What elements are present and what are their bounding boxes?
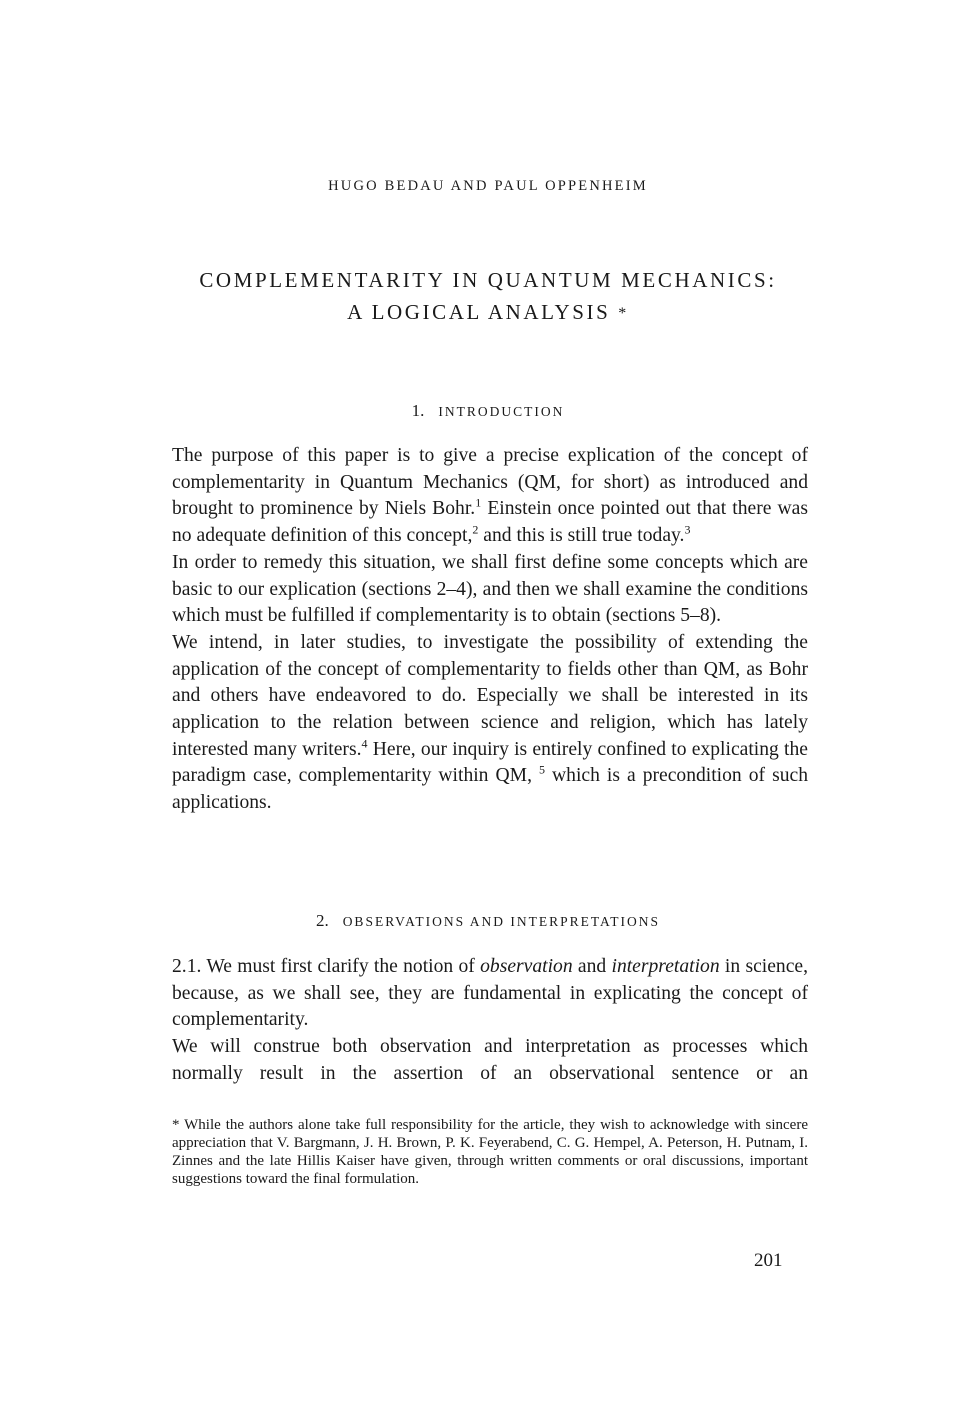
footnote-ref: 2 [472, 522, 479, 537]
section-number: 2. [315, 911, 329, 930]
title-footnote-marker: * [618, 305, 629, 322]
text-run: Here, our inquiry is entirely confined to explicating the paradigm case, complementarity within QM, [172, 738, 808, 787]
title-line-2 [0, 296, 976, 330]
paragraph [172, 630, 808, 817]
section-2-body [172, 954, 808, 1088]
footnote-marker: * [172, 1117, 180, 1133]
paragraph: In order to remedy this situation, we shall first define some concepts which are basic to our explication (sections 2–4), and then we shall examine the conditions which must be fulfilled if complementarity is to obtain (sections 5–8). [172, 551, 808, 627]
paragraph [172, 443, 808, 550]
footnote-ref: 4 [361, 736, 368, 751]
text-run: Einstein once pointed out that there was no adequate definition of this concept, [172, 498, 809, 547]
section-heading-introduction [0, 401, 976, 421]
text-run: and this is still true today. [478, 525, 685, 547]
page-number: 201 [754, 1250, 783, 1271]
paragraph [172, 954, 808, 1034]
emphasis: observation [480, 956, 573, 977]
footnote-ref: 3 [684, 522, 691, 537]
text-run: and [572, 956, 612, 977]
author-line: HUGO BEDAU AND PAUL OPPENHEIM [328, 178, 648, 194]
text-run: which is a precondition of such applications. [172, 765, 808, 814]
title-line-1: COMPLEMENTARITY IN QUANTUM MECHANICS: [199, 268, 777, 292]
section-title: INTRODUCTION [438, 404, 565, 419]
emphasis: interpretation [611, 956, 720, 977]
paper-title [0, 264, 976, 330]
footnote-text: While the authors alone take full responsibility for the article, they wish to acknowledge with sincere appreciation that V. Bargmann, J. H. Brown, P. K. Feyerabend, C. G. Hempel, A. Peterson, H. Putnam, I. Zinnes and the late Hillis Kaiser have given, through written comments or oral discussions, important suggestions toward the final formulation. [172, 1117, 808, 1187]
title-line-2-text: A LOGICAL ANALYSIS [347, 300, 611, 324]
introduction-body [172, 443, 808, 817]
text-run: The purpose of this paper is to give a precise explication of the concept of complementarity in Quantum Mechanics (QM, for short) as introduced and brought to prominence by Niels Bohr. [172, 445, 808, 520]
footnote-ref: 1 [475, 495, 482, 510]
text-run: in science, because, as we shall see, they are fundamental in explicating the concept of complementarity. [172, 956, 808, 1031]
section-number: 1. [411, 401, 425, 420]
footnote [172, 1116, 808, 1188]
text-run: We intend, in later studies, to investigate the possibility of extending the application of the concept of complementarity to fields other than QM, as Bohr and others have endeavored to do. Especially we shall be interested in its application to the relation between science and religion, which has lately interested many writers. [172, 631, 808, 760]
paragraph: We will construe both observation and interpretation as processes which normally result in the assertion of an observational sentence or an [172, 1036, 808, 1084]
section-heading-observations [0, 911, 976, 931]
footnote-ref: 5 [538, 762, 545, 777]
section-title: OBSERVATIONS AND INTERPRETATIONS [342, 914, 661, 929]
text-run: 2.1. We must first clarify the notion of [172, 956, 481, 977]
